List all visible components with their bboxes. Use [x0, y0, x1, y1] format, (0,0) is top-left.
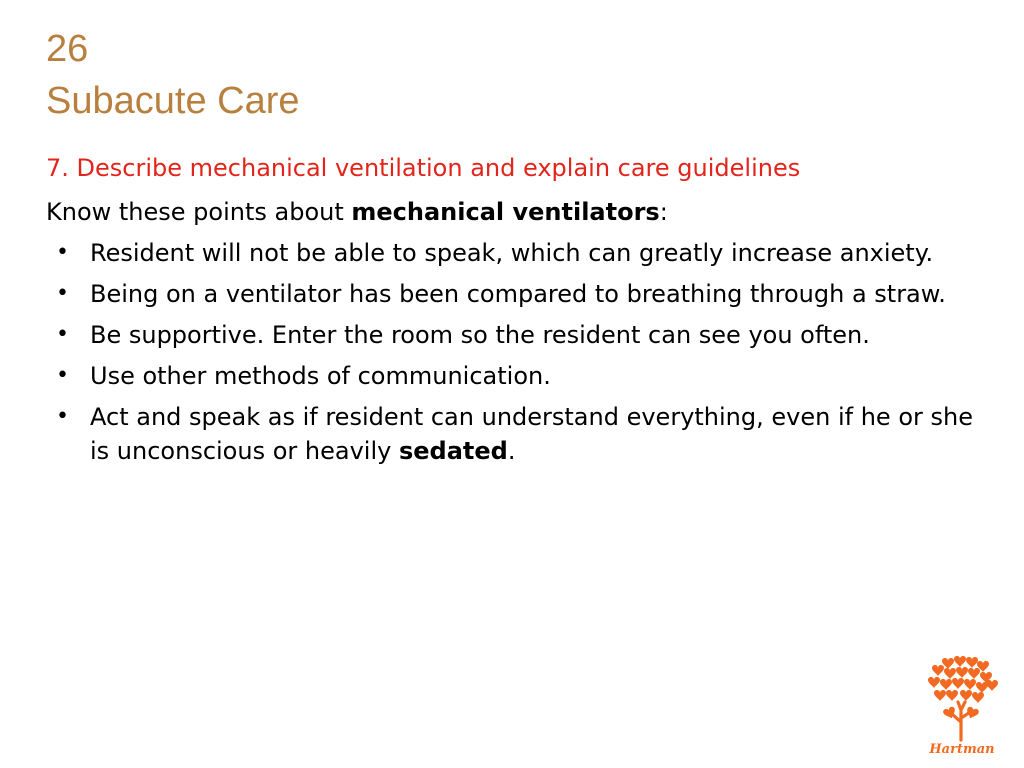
bullet-icon: •: [56, 404, 69, 429]
list-item: [56, 236, 996, 270]
hartman-logo: [920, 652, 1004, 756]
list-item: [56, 318, 996, 352]
intro-text-after: :: [659, 198, 668, 226]
bullet-text-bold: sedated: [398, 437, 508, 465]
slide-title: Subacute Care: [46, 80, 300, 122]
learning-objective: 7. Describe mechanical ventilation and explain care guidelines: [46, 154, 801, 182]
bullet-icon: •: [56, 281, 69, 306]
bullet-icon: •: [56, 322, 69, 347]
intro-text-bold: mechanical ventilators: [351, 198, 660, 226]
tree-hearts-icon: [920, 652, 1004, 756]
bullet-text: [90, 400, 996, 468]
bullet-text: Use other methods of communication.: [90, 362, 551, 390]
bullet-icon: •: [56, 363, 69, 388]
bullet-text: Be supportive. Enter the room so the resident can see you often.: [90, 321, 870, 349]
list-item: [56, 277, 996, 311]
list-item: [56, 359, 996, 393]
logo-text: Hartman: [929, 742, 995, 756]
slide-number: 26: [46, 28, 89, 70]
intro-text: [46, 196, 668, 228]
bullet-text-before: Act and speak as if resident can understand everything, even if he or she is unconscious or heavily: [90, 403, 973, 465]
bullet-text-after: .: [507, 437, 516, 465]
bullet-list: [56, 236, 996, 475]
list-item: [56, 400, 996, 468]
intro-text-before: Know these points about: [46, 198, 352, 226]
bullet-text: Being on a ventilator has been compared to breathing through a straw.: [90, 280, 946, 308]
bullet-text: Resident will not be able to speak, which can greatly increase anxiety.: [90, 239, 934, 267]
bullet-icon: •: [56, 240, 69, 265]
